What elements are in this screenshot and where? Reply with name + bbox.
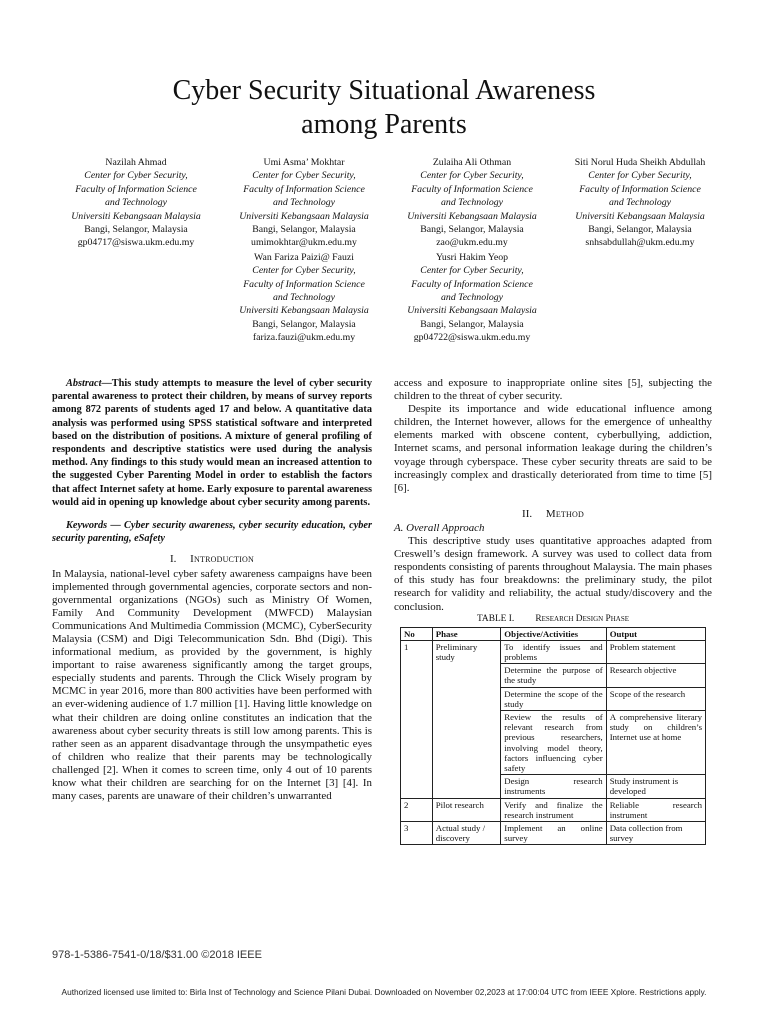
table-cell: Pilot research xyxy=(432,798,501,821)
author-email[interactable]: fariza.fauzi@ukm.edu.my xyxy=(252,332,356,344)
author-card xyxy=(220,251,388,345)
table-cell: Actual study / discovery xyxy=(432,822,501,845)
author-affiliation: Faculty of Information Science xyxy=(579,183,701,195)
section-heading-introduction xyxy=(52,553,372,566)
introduction-paragraph-2: Despite its importance and wide educational influence among children, the Internet however, allows for the emergence of unhealthy elements marked with obscene content, cyberbullying, addiction, Internet scams, and personal information leakage during the children’s voyage through cyberspace. These cyber security threats are said to be increasingly complex and drastically deteriorated from time to time [5][6]. xyxy=(394,403,712,494)
section-title: Method xyxy=(545,507,584,520)
author-email[interactable]: gp04717@siswa.ukm.edu.my xyxy=(77,237,195,249)
author-card xyxy=(556,156,724,250)
author-name: Nazilah Ahmad xyxy=(105,157,167,168)
abstract-dash: — xyxy=(101,378,112,389)
author-affiliation: and Technology xyxy=(273,197,335,209)
author-university: Universiti Kebangsaan Malaysia xyxy=(575,210,705,222)
abstract xyxy=(52,377,372,509)
author-email[interactable]: umimokhtar@ukm.edu.my xyxy=(251,237,357,249)
research-design-table xyxy=(400,627,706,846)
author-email[interactable]: zao@ukm.edu.my xyxy=(436,237,508,249)
author-affiliation: Faculty of Information Science xyxy=(411,278,533,290)
author-name: Yusri Hakim Yeop xyxy=(435,251,509,263)
table-title: Research Design Phase xyxy=(535,613,630,624)
table-cell: Scope of the research xyxy=(606,687,705,710)
table-cell: Determine the scope of the study xyxy=(501,687,606,710)
author-affiliation: and Technology xyxy=(105,197,167,209)
section-number: II. xyxy=(522,507,533,520)
right-column xyxy=(394,377,712,845)
table-cell: Reliable research instrument xyxy=(606,798,705,821)
abstract-text: This study attempts to measure the level of cyber security parental awareness to protect their children, by means of survey reports among 872 parents of students aged 17 and below. A quantitative data analysis was performed using SPSS statistical software and interpreted based on the distribution of positions. A mixture of general profiling of respondents and descriptive statistics were used during the analysis method. Any findings to this study would mean an increased attention to the suggested Cyber Parenting Model in order to establish the factors that affect Internet safety at home. Early exposure to parental awareness would aid in opening up knowledge about cyber security among parents. xyxy=(52,378,372,508)
abstract-lead: Abstract xyxy=(66,378,102,389)
author-block xyxy=(52,156,724,345)
author-affiliation: Center for Cyber Security, xyxy=(252,170,356,182)
table-cell: To identify issues and problems xyxy=(501,640,606,663)
author-university: Universiti Kebangsaan Malaysia xyxy=(71,210,201,222)
section-title: Introduction xyxy=(190,553,254,566)
author-name: Umi Asma’ Mokhtar xyxy=(263,157,345,168)
title-line-1: Cyber Security Situational Awareness xyxy=(172,75,596,106)
author-affiliation: Faculty of Information Science xyxy=(243,278,365,290)
license-footer: Authorized licensed use limited to: Birla Inst of Technology and Science Pilani Dubai. Downloaded on November 02,2023 at 17:00:04 UTC from IEEE Xplore. Restrictions apply. xyxy=(61,987,707,997)
table-header: Objective/Activities xyxy=(501,627,606,640)
author-affiliation: Center for Cyber Security, xyxy=(420,170,524,182)
subsection-heading-overall-approach: A. Overall Approach xyxy=(394,521,485,534)
author-card xyxy=(388,251,556,345)
author-location: Bangi, Selangor, Malaysia xyxy=(252,318,356,330)
author-location: Bangi, Selangor, Malaysia xyxy=(252,224,356,236)
table-header: Phase xyxy=(432,627,501,640)
table-cell: Review the results of relevant research from previous researchers, involving model theory, factors influencing cyber safety xyxy=(501,711,606,775)
keywords: Keywords — Cyber security awareness, cyber security education, cyber security parenting, eSafety xyxy=(52,520,372,545)
section-heading-method xyxy=(394,508,712,521)
author-affiliation: Center for Cyber Security, xyxy=(252,265,356,277)
table-cell: Problem statement xyxy=(606,640,705,663)
author-card xyxy=(388,156,556,250)
table-cell: Determine the purpose of the study xyxy=(501,664,606,687)
author-affiliation: Center for Cyber Security, xyxy=(588,170,692,182)
table-header-row xyxy=(401,627,706,640)
table-cell: 1 xyxy=(401,640,433,798)
paper-title xyxy=(0,74,768,142)
table-row xyxy=(401,640,706,663)
table-header: No xyxy=(401,627,433,640)
author-location: Bangi, Selangor, Malaysia xyxy=(420,224,524,236)
author-affiliation: and Technology xyxy=(441,197,503,209)
author-affiliation: and Technology xyxy=(441,292,503,304)
method-paragraph: This descriptive study uses quantitative approaches adapted from Creswell’s design framework. A survey was used to collect data from respondents consisting of parents throughout Malaysia. The main phases of this study has four breakdowns: the preliminary study, the pilot research for validity and reliability, the actual study/discovery and the conclusion. xyxy=(394,535,712,613)
author-card xyxy=(220,156,388,250)
author-email[interactable]: gp04722@siswa.ukm.edu.my xyxy=(413,332,531,344)
author-name: Siti Norul Huda Sheikh Abdullah xyxy=(574,157,706,168)
author-university: Universiti Kebangsaan Malaysia xyxy=(407,305,537,317)
isbn-copyright: 978-1-5386-7541-0/18/$31.00 ©2018 IEEE xyxy=(52,949,262,961)
table-cell: A comprehensive literary study on children’s Internet use at home xyxy=(606,711,705,775)
author-affiliation: Center for Cyber Security, xyxy=(420,265,524,277)
author-affiliation: Faculty of Information Science xyxy=(75,183,197,195)
table-cell: 2 xyxy=(401,798,433,821)
table-cell: Implement an online survey xyxy=(501,822,606,845)
author-affiliation: Center for Cyber Security, xyxy=(84,170,188,182)
introduction-paragraph: In Malaysia, national-level cyber safety awareness campaigns have been implemented through governmental agencies, corporate sectors and non-governmental organizations (NGOs) such as Ministry Of Women, Family And Community Development (MWFCD) Malaysian Communications And Multimedia Commission (MCMC), CyberSecurity Malaysia (CSM) and Digi Telecommunication Sdn. Bhd (Digi). This informational medium, as provided by the government, is highly important to raise awareness significantly among the target groups, especially students and parents. Through the Click Wisely program by MCMC in year 2016, more than 800 activities have been performed with an ever-widening audience of 1.7 million [1]. Having little knowledge on what their children are doing online constitutes an indication that the awareness about cyber security threats is still low among parents. This is rather seen as an apparent disadvantage through the unsympathetic eyes of children who realize that their parents may be technologically challenged [2]. When it comes to screen time, only 4 out of 10 parents know what their children are searching for on the Internet [3] [4]. In many cases, parents are unaware of their children’s unwarranted xyxy=(52,567,372,803)
author-affiliation: and Technology xyxy=(273,292,335,304)
author-name: Wan Fariza Paizi@ Fauzi xyxy=(254,251,354,263)
title-line-2: among Parents xyxy=(301,109,467,140)
author-affiliation: and Technology xyxy=(609,197,671,209)
author-location: Bangi, Selangor, Malaysia xyxy=(420,318,524,330)
author-email[interactable]: snhsabdullah@ukm.edu.my xyxy=(585,237,695,249)
introduction-continued: access and exposure to inappropriate online sites [5], subjecting the children to the threat of cyber security. xyxy=(394,377,712,403)
table-caption xyxy=(394,614,712,625)
author-row-2 xyxy=(52,251,724,345)
author-name: Zulaiha Ali Othman xyxy=(432,157,512,168)
table-cell: Study instrument is developed xyxy=(606,775,705,798)
author-affiliation: Faculty of Information Science xyxy=(243,183,365,195)
author-affiliation: Faculty of Information Science xyxy=(411,183,533,195)
author-university: Universiti Kebangsaan Malaysia xyxy=(407,210,537,222)
table-number: TABLE I. xyxy=(476,613,515,624)
author-location: Bangi, Selangor, Malaysia xyxy=(588,224,692,236)
table-header: Output xyxy=(606,627,705,640)
table-cell: Research objective xyxy=(606,664,705,687)
author-card xyxy=(52,156,220,250)
table-row xyxy=(401,798,706,821)
section-number: I. xyxy=(169,553,177,566)
author-location: Bangi, Selangor, Malaysia xyxy=(84,224,188,236)
table-cell: 3 xyxy=(401,822,433,845)
author-row-1 xyxy=(52,156,724,250)
table-row xyxy=(401,822,706,845)
author-university: Universiti Kebangsaan Malaysia xyxy=(239,210,369,222)
author-university: Universiti Kebangsaan Malaysia xyxy=(239,305,369,317)
table-cell: Preliminary study xyxy=(432,640,501,798)
table-cell: Verify and finalize the research instrument xyxy=(501,798,606,821)
left-column xyxy=(52,377,372,803)
table-cell: Data collection from survey xyxy=(606,822,705,845)
table-cell: Design research instruments xyxy=(501,775,606,798)
